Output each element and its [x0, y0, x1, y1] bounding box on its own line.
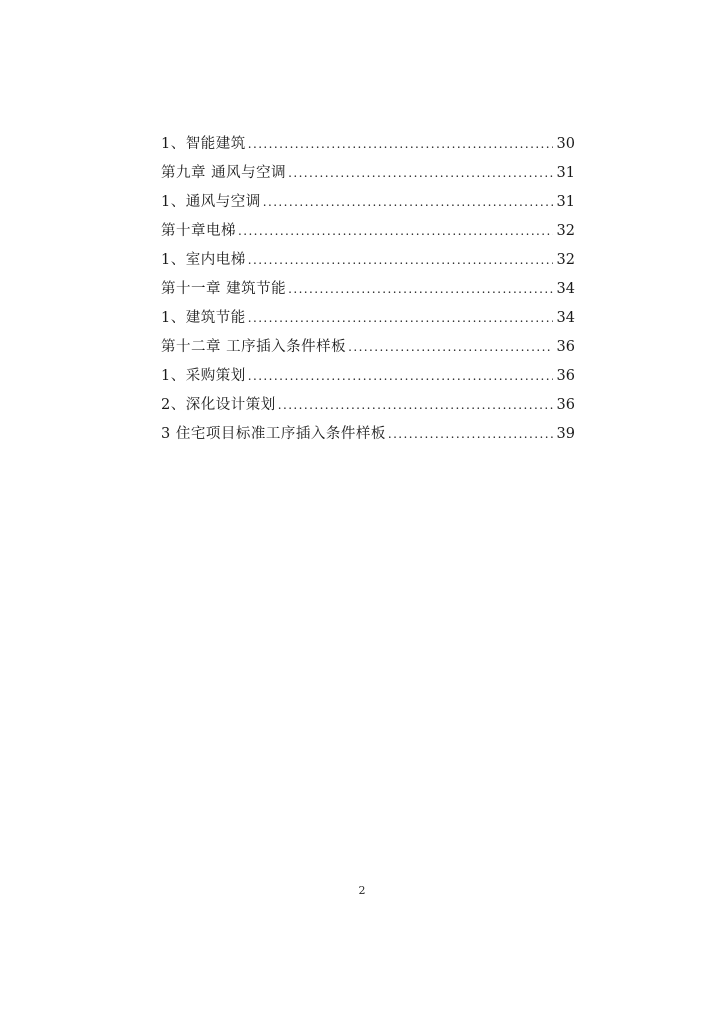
toc-entry[interactable] [161, 246, 575, 275]
toc-entry-title: 第十章电梯 [161, 223, 236, 239]
toc-dot-leader [278, 391, 553, 420]
toc-dot-leader [248, 246, 553, 275]
toc-entry[interactable] [161, 217, 575, 246]
toc-entry-page: 34 [556, 310, 575, 326]
toc-entry-title: 1、室内电梯 [161, 252, 246, 268]
toc-entry[interactable] [161, 159, 575, 188]
toc-entry[interactable] [161, 333, 575, 362]
toc-entry-page: 36 [556, 368, 575, 384]
toc-dot-leader [248, 304, 553, 333]
toc-entry-title: 第十二章 工序插入条件样板 [161, 339, 347, 355]
toc-entry-page: 39 [556, 426, 575, 442]
toc-entry[interactable] [161, 362, 575, 391]
toc-dot-leader [238, 217, 553, 246]
toc-entry-title: 第十一章 建筑节能 [161, 281, 287, 297]
toc-entry-page: 36 [556, 397, 575, 413]
toc-entry-page: 32 [556, 223, 575, 239]
toc-entry-title: 3 住宅项目标准工序插入条件样板 [161, 426, 386, 442]
toc-entry[interactable] [161, 391, 575, 420]
toc-entry-title: 2、深化设计策划 [161, 397, 276, 413]
toc-entry-title: 1、智能建筑 [161, 136, 246, 152]
toc-entry-page: 31 [556, 165, 575, 181]
toc-entry[interactable] [161, 275, 575, 304]
toc-entry[interactable] [161, 188, 575, 217]
page-number: 2 [358, 884, 366, 897]
toc-entry-title: 第九章 通风与空调 [161, 165, 287, 181]
toc-dot-leader [248, 362, 553, 391]
toc-dot-leader [348, 333, 552, 362]
table-of-contents [161, 130, 575, 456]
toc-dot-leader [288, 159, 552, 188]
toc-entry-title: 1、采购策划 [161, 368, 246, 384]
toc-dot-leader [263, 188, 553, 217]
toc-entry-page: 34 [556, 281, 575, 297]
toc-entry-title: 1、建筑节能 [161, 310, 246, 326]
toc-entry-page: 30 [556, 136, 575, 152]
toc-dot-leader [288, 275, 552, 304]
toc-dot-leader [248, 130, 553, 159]
toc-entry-page: 36 [556, 339, 575, 355]
toc-entry[interactable] [161, 130, 575, 159]
toc-entry[interactable] [161, 304, 575, 333]
toc-entry-page: 31 [556, 194, 575, 210]
toc-entry-page: 32 [556, 252, 575, 268]
toc-entry-title: 1、通风与空调 [161, 194, 261, 210]
toc-entry[interactable] [161, 420, 575, 449]
toc-dot-leader [388, 420, 553, 449]
